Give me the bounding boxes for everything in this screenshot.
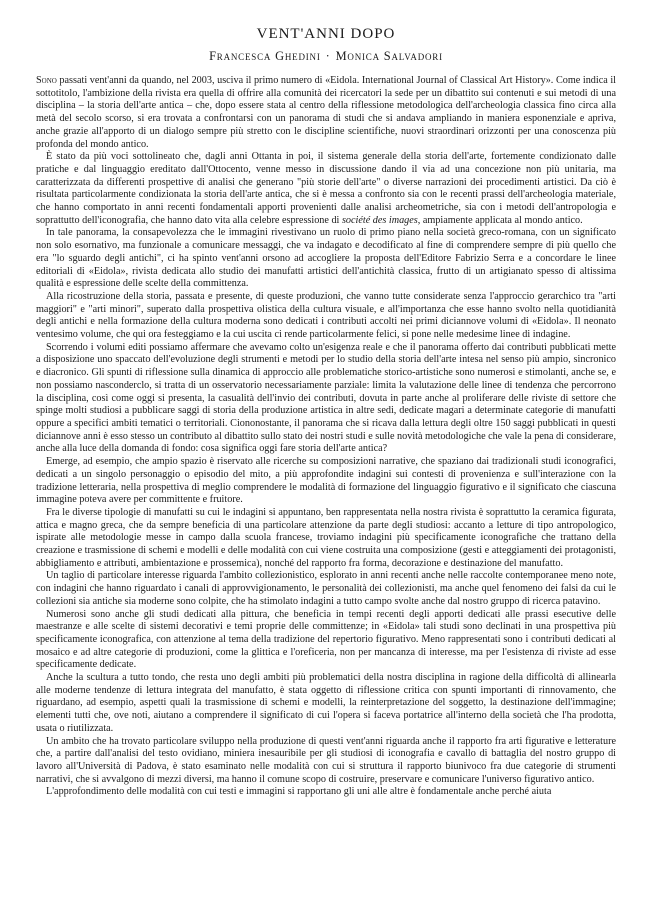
paragraph: Emerge, ad esempio, che ampio spazio è riservato alle ricerche su composizioni narrative, che spaziano dai tradizionali studi iconografici, dedicati a un singolo personaggio o episodio del mito, a più approfondite indagini sui contesti di provenienza e sull'interazione con la tradizione letteraria, nella prospettiva di meglio comprendere le modalità di formazione del linguaggio figurativo e il significato che ciascuna immagine poteva avere per committente e fruitore. (36, 456, 616, 506)
paragraph: L'approfondimento delle modalità con cui testi e immagini si rapportano gli uni alle altre è fondamentale anche perché aiuta (46, 786, 552, 798)
paragraph: Numerosi sono anche gli studi dedicati alla pittura, che beneficia in tempi recenti degli apporti dedicati alle prassi esecutive delle maestranze e alle scelte di sistemi decorativi e temi proprie delle committenze; in «Eidola» tali studi sono declinati in una prospettiva più specificamente iconografica, con attenzione al tema della tradizione del repertorio figurativo. Meno rappresentati sono i contributi dedicati al mosaico e ad altre categorie di produzioni, come la glittica e l'oreficeria, non per mancanza di interesse, ma per l'esistenza di riviste ad esse specificamente dedicate. (36, 608, 616, 671)
article-page (36, 26, 616, 799)
paragraph-lead: Sono (36, 75, 57, 86)
paragraph: Un taglio di particolare interesse riguarda l'ambito collezionistico, esplorato in anni recenti anche nelle raccolte contemporanee meno note, con indagini che hanno riguardato i canali di approvvigionamento, le personalità dei collezionisti, ma anche quel fenomeno dei falsi da cui le collezioni sia antiche sia moderne sono colpite, che ha stimolato indagini a tutto campo svolte anche dal nostro gruppo di ricerca patavino. (36, 570, 616, 607)
article-body (36, 75, 616, 799)
author-name: Francesca Ghedini (209, 49, 321, 63)
paragraph: In tale panorama, la consapevolezza che le immagini rivestivano un ruolo di primo piano nella società greco-romana, con un significato non solo esornativo, ma funzionale a comunicare messaggi, che va indagato e decodificato al fine di comprendere sempre di più quello che era "lo sguardo degli antichi", ci ha spinto vent'anni orsono ad accogliere la proposta dell'Editore Fabrizio Serra e a concordare le linee editoriali di «Eidola», rivista dedicata allo studio dei manufatti artistici dell'antichità classica, frutto di un artigianato spesso di altissima qualità e espressione delle scelte della committenza. (36, 227, 616, 290)
paragraph: Alla ricostruzione della storia, passata e presente, di queste produzioni, che vanno tutte considerate senza l'approccio gerarchico tra "arti maggiori" e "arti minori", superato dalla prospettiva olistica della cultura visuale, e all'importanza che esse hanno svolto nella quotidianità degli antichi e nella formazione della cultura moderna sono dedicati i contributi accolti nei primi diciannove volumi di «Eidola». Il neonato ventesimo volume, che qui ora festeggiamo e la cui uscita ci rende particolarmente felici, si pone nelle medesime linee di indagine. (36, 290, 616, 341)
paragraph: Scorrendo i volumi editi possiamo affermare che avevamo colto un'esigenza reale e che il panorama offerto dai contributi pubblicati mette a disposizione uno spaccato dell'evoluzione degli strumenti e metodi per lo studio della storia dell'arte intesa nel senso più ampio, sincronico e diacronico. Gli spunti di riflessione sulla dinamica di approccio alle problematiche storico-artistiche sono numerosi e stimolanti, anche se, e non possiamo nasconderclo, si tratta di un osservatorio necessariamente parziale: limita la valutazione delle linee di tendenza che percorrono la disciplina, così come oggi si presenta, la casualità dell'invio dei contributi, dovuta in parte anche al proliferare delle riviste di settore che spinge molti studiosi a pubblicare saggi di storia della produzione artistica in altre sedi, dedicate magari a determinate categorie di manufatti oppure a specifici ambiti tematici o territoriali. Ciononostante, il panorama che si ricava dalla lettura degli oltre 150 saggi pubblicati in questi diciannove anni è esso stesso un contributo al dibattito sullo stato dei nostri studi e sulle novità metodologiche che vale la pena di considerare, anche alla luce della domanda di fondo: cosa significa oggi fare storia dell'arte antica? (36, 341, 616, 455)
paragraph (36, 75, 616, 151)
author-name: Monica Salvadori (335, 49, 443, 63)
italic-term: société des images (341, 214, 418, 226)
paragraph-text: passati vent'anni da quando, nel 2003, usciva il primo numero di «Eidola. International Journal of Classical Art History». Come indica il sottotitolo, l'ambizione della rivista era quella di offrire alla comunità dei ricercatori la sede per un dibattito sui contenuti e sui metodi di una disciplina – la storia dell'arte antica – che, dopo essere stata al centro della riflessione metodologica dell'archeologia classica fino circa alla metà del secolo scorso, si era trovata a confrontarsi con un panorama di studi che si andava ampliando in maniera esponenziale e apriva, anche grazie all'apporto di un dialogo sempre più stretto con le discipline scientifiche, nuovi straordinari orizzonti per una conoscenza più profonda del mondo antico. (36, 75, 616, 150)
paragraph (36, 151, 616, 227)
paragraph-text: È stato da più voci sottolineato che, dagli anni Ottanta in poi, il sistema generale della storia dell'arte, fortemente condizionato dalle pratiche e dal linguaggio ereditato dall'Ottocento, venne messo in discussione dando il via ad una concezione non più unitaria, ma caratterizzata da differenti prospettive di analisi che generano "più storie dell'arte" o diverse narrazioni dei procedimenti artistici. Da ciò è risultata particolarmente condizionata la storia dell'arte antica, che si è messa a confronto sia con le recenti prassi dell'archeologia materiale, che hanno comportato in anni recenti fondamentali apporti provenienti dalle analisi archeometriche, sia con i metodi dell'antropologia e soprattutto dell'iconografia, che hanno dato vita alla celebre espressione di (36, 151, 616, 226)
author-separator: · (325, 49, 331, 63)
article-title: VENT'ANNI DOPO (256, 26, 396, 42)
article-authors (36, 49, 616, 64)
paragraph: Un ambito che ha trovato particolare sviluppo nella produzione di questi vent'anni riguarda anche il rapporto fra arti figurative e letterature che, a partire dall'analisi del testo ovidiano, miniera inesauribile per gli studiosi di iconografia e cavallo di battaglia del nostro gruppo di lavoro all'Università di Padova, è stato esaminato nelle modalità con cui si struttura il rapporto biunivoco fra due categorie di strumenti narrativi, che si avvalgono di mezzi diversi, ma hanno il comune scopo di costruire, preservare e comunicare l'universo figurativo antico. (36, 735, 616, 785)
paragraph: Anche la scultura a tutto tondo, che resta uno degli ambiti più problematici della nostra disciplina in ragione della difficoltà di allinearla alle moderne tendenze di lettura integrata del manufatto, è stata oggetto di riflessione critica con spunti importanti di rinnovamento, che riguardano, ad esempio, aspetti quali la trasmissione di schemi e modelli, la reinterpretazione del soggetto, la destinazione dell'immagine; elementi tutti che, ove noti, aiutano a comprendere il significato di cui l'opera si faceva portatrice all'interno della società che l'ha prodotta, usata o riutilizzata. (36, 672, 616, 734)
paragraph: Fra le diverse tipologie di manufatti su cui le indagini si appuntano, ben rappresentata nella nostra rivista è soprattutto la ceramica figurata, attica e magno greca, che da sempre beneficia di una particolare attenzione da parte degli studiosi: accanto a letture di tipo antropologico, ispirate alle metodologie messe in campo dalla scuola francese, troviamo indagini più specificamente iconografiche che trattano della creazione e trasmissione di schemi e modelli e delle modalità con cui viene costruita una composizione (gesti e atteggiamenti dei protagonisti, abbigliamento e attributi, ambientazione e prossemica), nonché del rapporto fra forma, decorazione e destinazione del manufatto. (36, 506, 616, 569)
paragraph-text: , ampiamente applicata al mondo antico. (417, 214, 583, 226)
